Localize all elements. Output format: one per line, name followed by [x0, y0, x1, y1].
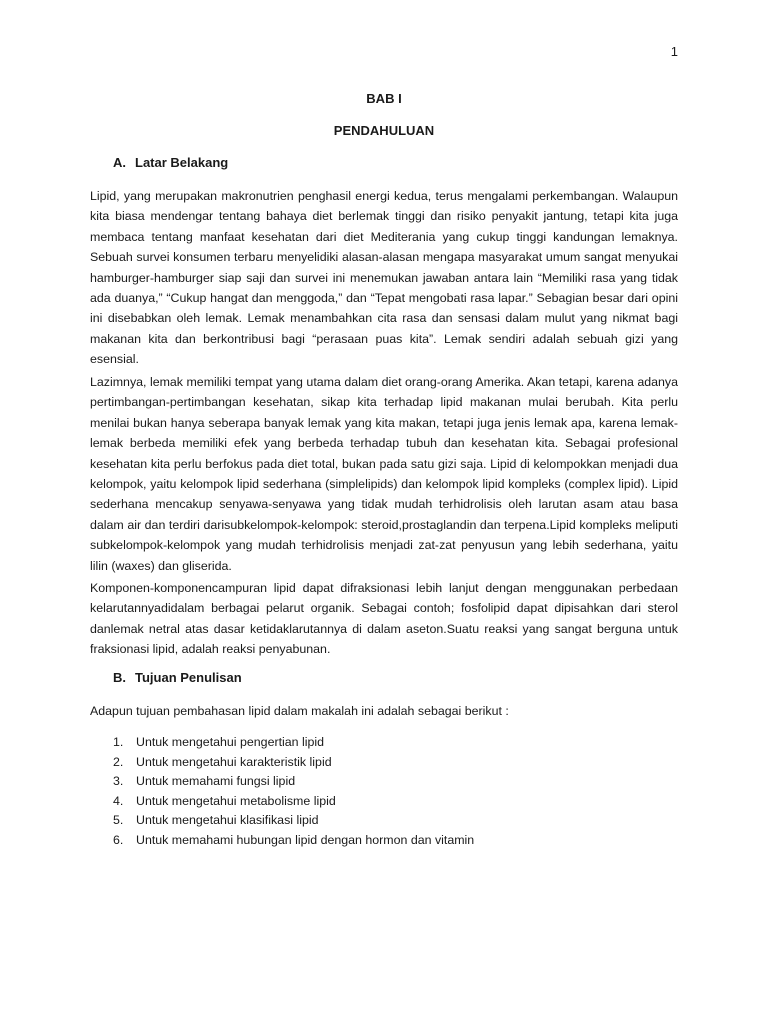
list-item-number: 2.: [113, 754, 124, 769]
list-item-number: 1.: [113, 735, 124, 749]
section-b-heading: [113, 670, 242, 685]
list-item-number: 3.: [113, 774, 124, 789]
paragraph-3: Komponen-komponencampuran lipid dapat difraksionasi lebih lanjut dengan menggunakan perbedaan kelarutannyadidalam berbagai pelarut organik. Sebagai contoh; fosfolipid dapat dipisahkan dari sterol danlemak netral atas dasar ketidaklarutannya di dalam aseton.Suatu reaksi yang sangat berguna untuk fraksionasi lipid, adalah reaksi penyabunan.: [90, 581, 678, 657]
list-item: [113, 733, 474, 753]
list-item-text: Untuk memahami fungsi lipid: [136, 774, 296, 789]
goals-intro: Adapun tujuan pembahasan lipid dalam makalah ini adalah sebagai berikut :: [90, 704, 509, 718]
list-item-number: 6.: [113, 832, 124, 847]
chapter-title: PENDAHULUAN: [333, 123, 435, 138]
list-item-number: 4.: [113, 793, 124, 808]
list-item-text: Untuk mengetahui karakteristik lipid: [136, 754, 332, 769]
paragraph-1: Lipid, yang merupakan makronutrien penghasil energi kedua, terus mengalami perkembangan. Walaupun kita biasa mendengar tentang bahaya diet berlemak tinggi dan risiko penyakit jantung, tetapi kita juga membaca tentang manfaat kesehatan dari diet Mediterania yang cukup tinggi kandungan lemaknya. Sebuah survei konsumen terbaru menyelidiki alasan-alasan mengapa masyarakat umum sangat menyukai hamburger-hamburger siap saji dan survei ini menemukan jawaban antara lain “Memiliki rasa yang tidak ada duanya,” “Cukup hangat dan menggoda,” dan “Tepat mengobati rasa lapar.” Sebagian besar dari opini ini disebabkan oleh lemak. Lemak menambahkan cita rasa dan sensasi dalam mulut yang nikmat bagi makanan kita dan berkontribusi bagi “perasaan puas kita”. Lemak sendiri adalah sebuah gizi yang esensial.: [90, 189, 678, 367]
list-item: [113, 772, 474, 792]
section-a-letter: A.: [113, 155, 126, 170]
paragraph-2: Lazimnya, lemak memiliki tempat yang utama dalam diet orang-orang Amerika. Akan tetapi, karena adanya pertimbangan-pertimbangan kesehatan, sikap kita terhadap lipid makanan mulai berubah. Kita perlu menilai bukan hanya seberapa banyak lemak yang kita makan, tetapi juga jenis lemak apa, karena lemak-lemak berbeda memiliki efek yang berbeda terhadap tubuh dan kesehatan kita. Sebagai profesional kesehatan kita perlu berfokus pada diet total, bukan pada satu gizi saja. Lipid di kelompokkan menjadi dua kelompok, yaitu kelompok lipid sederhana (simplelipids) dan kelompok lipid kompleks (complex lipid). Lipid sederhana mencakup senyawa-senyawa yang tidak mudah terhidrolisis oleh larutan asam atau basa dalam air dan terdiri darisubkelompok-kelompok: steroid,prostaglandin dan terpena.Lipid kompleks meliputi subkelompok-kelompok yang mudah terhidrolisis menjadi zat-zat penyusun yang lebih sederhana, yaitu lilin (waxes) dan gliserida.: [90, 375, 678, 573]
section-b-title: Tujuan Penulisan: [135, 670, 242, 685]
list-item-text: Untuk mengetahui metabolisme lipid: [136, 793, 336, 808]
section-b-letter: B.: [113, 670, 126, 685]
list-item-text: Untuk mengetahui klasifikasi lipid: [136, 813, 319, 828]
list-item-number: 5.: [113, 813, 124, 828]
list-item: [113, 831, 474, 851]
list-item: [113, 753, 474, 773]
list-item: [113, 811, 474, 831]
chapter-label: BAB I: [366, 91, 402, 106]
goals-list: [113, 733, 474, 851]
section-a-heading: [113, 155, 228, 170]
list-item-text: Untuk mengetahui pengertian lipid: [136, 735, 325, 749]
page-number: 1: [670, 44, 678, 59]
list-item: [113, 792, 474, 812]
section-a-title: Latar Belakang: [135, 155, 229, 170]
list-item-text: Untuk memahami hubungan lipid dengan hormon dan vitamin: [136, 832, 475, 847]
